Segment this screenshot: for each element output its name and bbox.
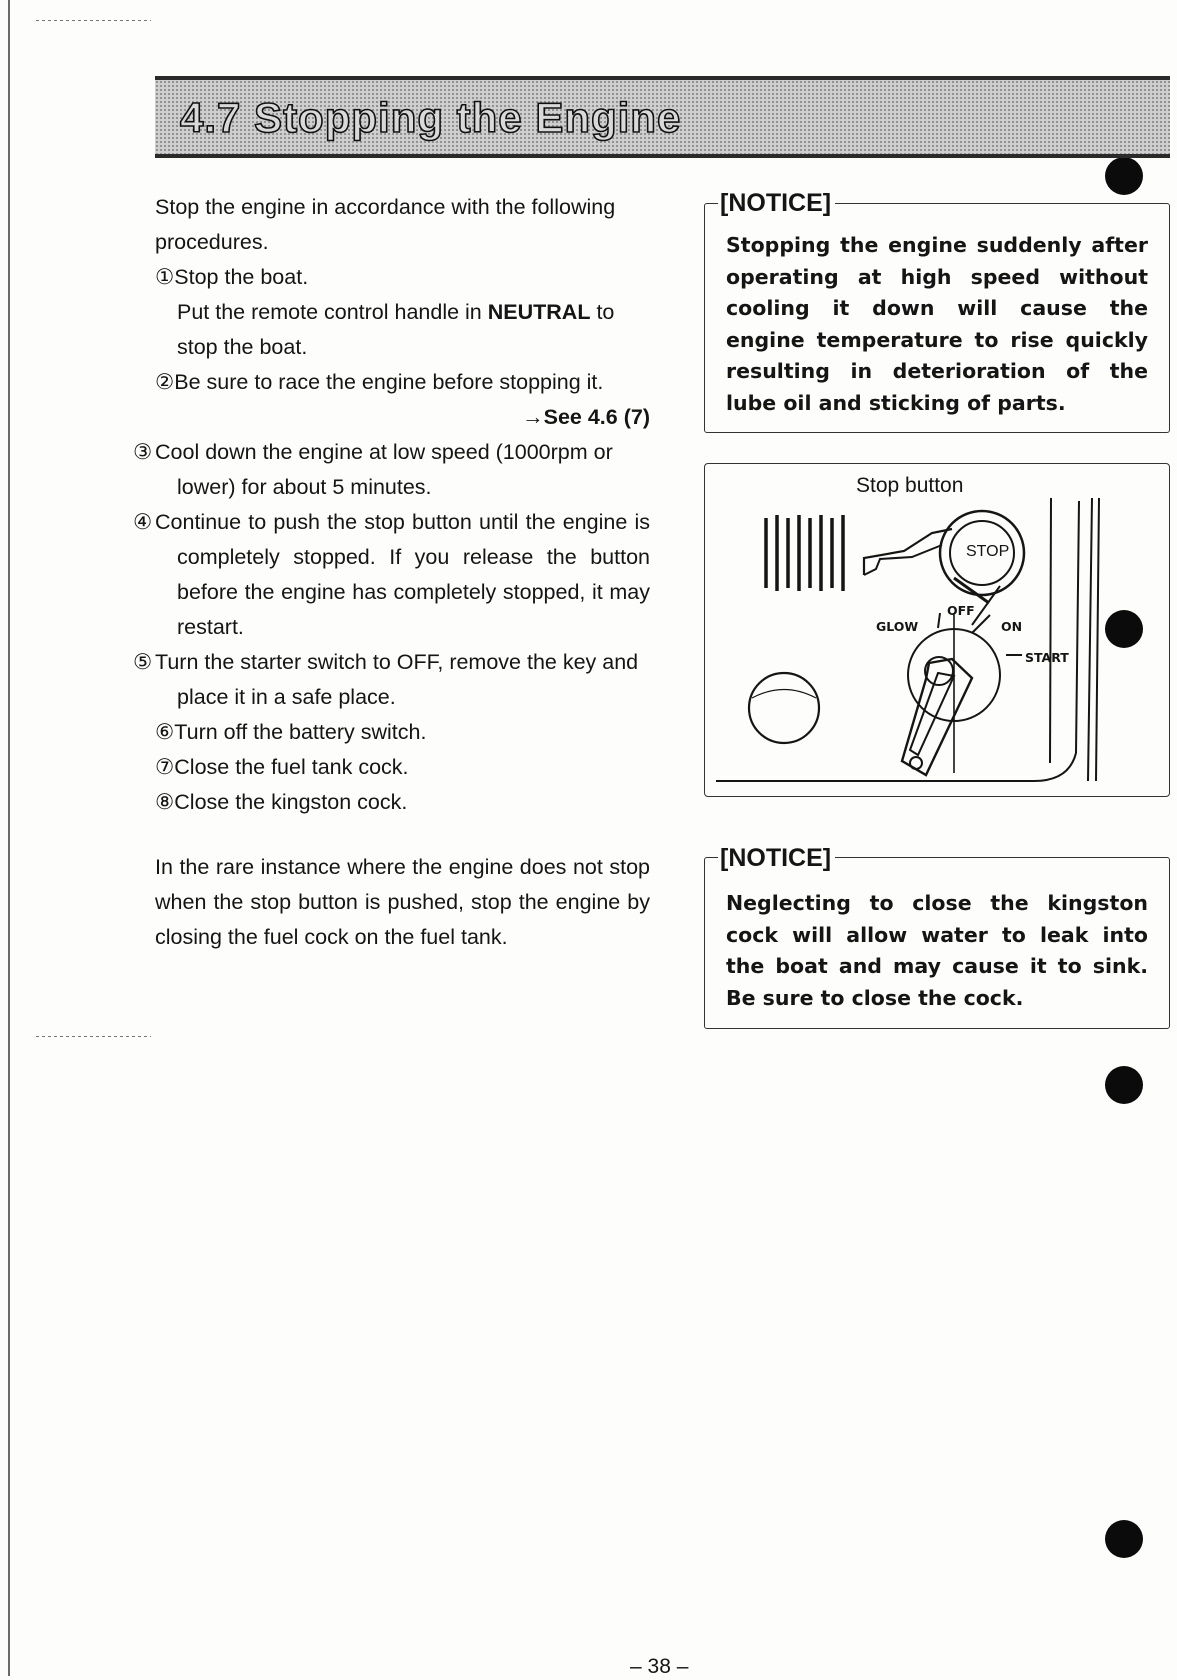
figure-caption: Stop button: [856, 474, 964, 497]
start-label: START: [1025, 650, 1069, 665]
step-8: ⑧Close the kingston cock.: [155, 790, 408, 814]
punch-hole: [1105, 157, 1143, 195]
step-1-detail: Put the remote control handle in NEUTRAL to stop the boat.: [177, 300, 615, 359]
on-label: ON: [1001, 619, 1023, 634]
step-3: ③ Cool down the engine at low speed (1000rpm or lower) for about 5 minutes.: [133, 440, 613, 499]
step-1: ①Stop the boat.: [155, 265, 309, 289]
step-4: ④ Continue to push the stop button until the engine is completely stopped. If you release the button before the engine has completely stopped, it may restart.: [133, 510, 650, 639]
procedure-column: [133, 190, 650, 820]
off-label: OFF: [947, 603, 975, 618]
step-2-reference: →See 4.6 (7): [522, 405, 650, 429]
scan-smudge: [36, 20, 151, 21]
scan-smudge: [36, 1036, 151, 1037]
notice-text: Neglecting to close the kingston cock will allow water to leak into the boat and may cause it to sink. Be sure to close the cock.: [726, 891, 1148, 1010]
section-title: 4.7 Stopping the Engine: [180, 94, 682, 141]
stop-label: STOP: [966, 543, 1010, 560]
rare-instance-paragraph: In the rare instance where the engine does not stop when the stop button is pushed, stop the engine by closing the fuel cock on the fuel tank.: [155, 855, 650, 949]
step-2: ②Be sure to race the engine before stopping it.: [155, 370, 604, 394]
step-6: ⑥Turn off the battery switch.: [155, 720, 427, 744]
notice-label: [NOTICE]: [718, 188, 835, 218]
notice-text: Stopping the engine suddenly after operating at high speed without cooling it down will cause the engine temperature to rise quickly resulting in deterioration of the lube oil and sticking of parts.: [726, 233, 1148, 415]
scan-binding-edge: [8, 0, 10, 1676]
intro-text: Stop the engine in accordance with the following procedures.: [155, 195, 616, 254]
step-7: ⑦Close the fuel tank cock.: [155, 755, 409, 779]
punch-hole: [1105, 1520, 1143, 1558]
glow-label: GLOW: [876, 619, 919, 634]
notice-label: [NOTICE]: [718, 843, 835, 873]
page-number: – 38 –: [630, 1655, 689, 1678]
step-5: ⑤ Turn the starter switch to OFF, remove the key and place it in a safe place.: [133, 650, 639, 709]
punch-hole: [1105, 1066, 1143, 1104]
panel-illustration: [704, 463, 1170, 797]
